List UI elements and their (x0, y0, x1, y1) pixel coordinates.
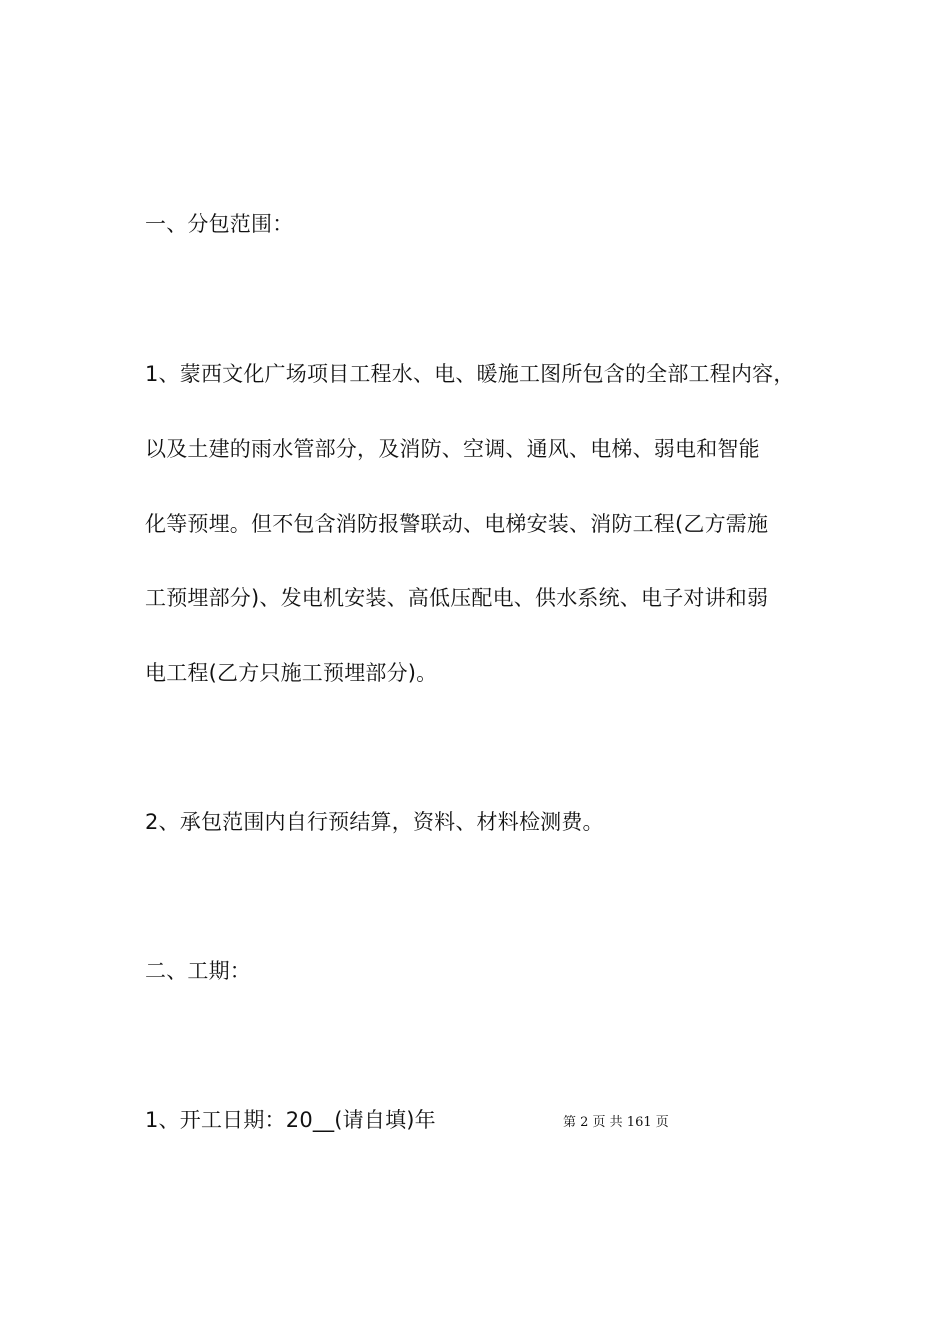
section-heading-scope: 一、分包范围： (145, 212, 294, 236)
period-item-1: 1、开工日期：20__(请自填)年 (145, 1108, 436, 1132)
scope-item-2: 2、承包范围内自行预结算，资料、材料检测费。 (145, 810, 604, 834)
scope-item-1-line-4: 工预埋部分)、发电机安装、高低压配电、供水系统、电子对讲和弱 (145, 586, 769, 610)
section-heading-period: 二、工期： (145, 959, 251, 983)
scope-item-1-line-5: 电工程(乙方只施工预埋部分)。 (145, 661, 438, 685)
scope-item-1-line-3: 化等预埋。但不包含消防报警联动、电梯安装、消防工程(乙方需施 (145, 512, 769, 536)
scope-item-1-line-2: 以及土建的雨水管部分，及消防、空调、通风、电梯、弱电和智能 (145, 437, 760, 461)
scope-item-1-line-1: 1、蒙西文化广场项目工程水、电、暖施工图所包含的全部工程内容， (145, 362, 795, 386)
page-number-footer: 第 2 页 共 161 页 (563, 1115, 669, 1130)
